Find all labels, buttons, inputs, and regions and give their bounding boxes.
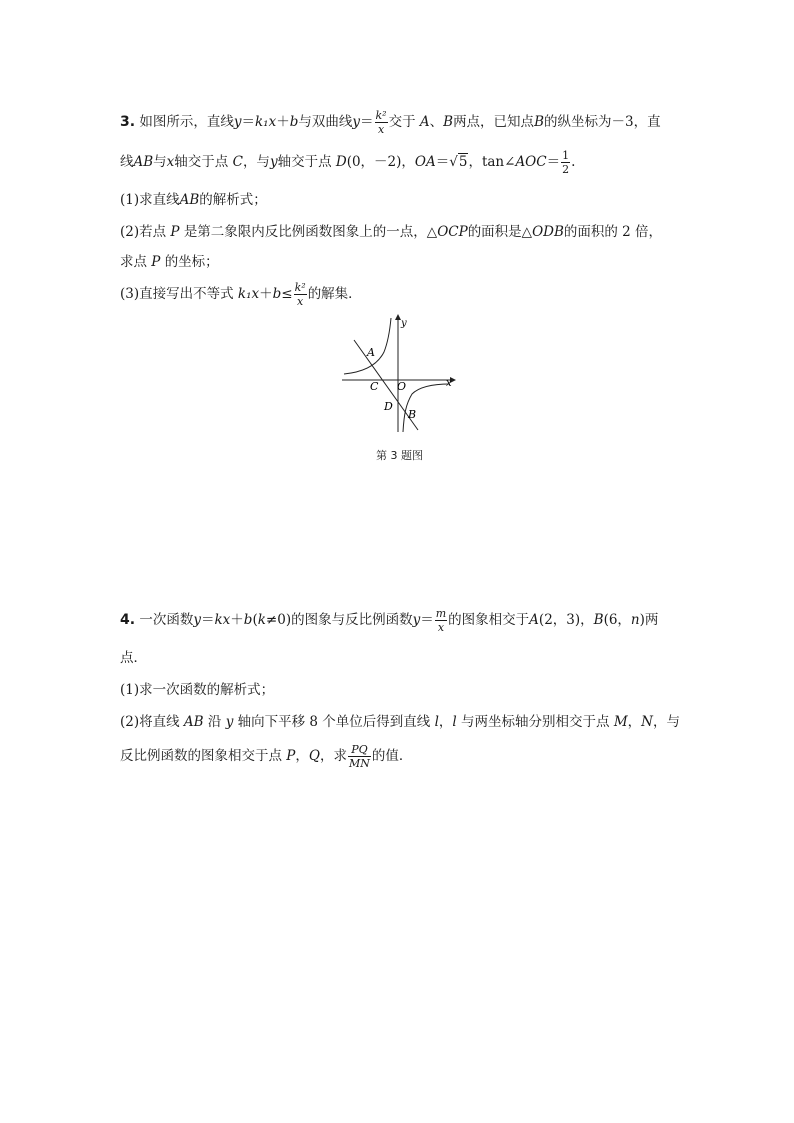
var-x: x	[166, 154, 175, 170]
numerator: m	[435, 607, 447, 620]
eq: ＝	[201, 612, 215, 628]
var-y: y	[352, 114, 361, 130]
q3-number: 3.	[120, 114, 136, 130]
q4-text: (	[252, 612, 258, 628]
q3-line-1	[120, 110, 661, 135]
q4-text: ，	[438, 714, 453, 730]
q3-text: 的解集．	[307, 286, 362, 302]
q3-text: 是第二象限内反比例函数图象上的一点，△	[183, 224, 438, 240]
q3-text: 的坐标；	[164, 254, 219, 270]
fraction-k2-over-x	[375, 110, 388, 135]
q3-text: 与	[153, 154, 167, 170]
var-y: y	[193, 612, 201, 628]
q4-text: 与两坐标轴分别相交于点	[461, 714, 610, 730]
y-axis	[395, 314, 401, 432]
q4-text: ，求	[319, 748, 347, 764]
var-P: P	[286, 748, 296, 764]
q3-text: ，与	[242, 154, 270, 170]
var-M: M	[613, 714, 628, 730]
eq: ＝	[435, 154, 450, 170]
var-OCP: OCP	[437, 224, 468, 240]
q4-text: 的图象相交于	[448, 612, 530, 628]
var-ODB: ODB	[532, 224, 564, 240]
q4-text: ，与	[652, 714, 680, 730]
eq: ＝	[241, 114, 255, 130]
q4-text: 反比例函数的图象相交于点	[120, 748, 282, 764]
var-y: y	[225, 714, 234, 730]
var-AB: AB	[133, 154, 154, 170]
var-D: D	[335, 154, 347, 170]
q3-figure	[340, 314, 460, 439]
var-b: b	[272, 286, 282, 302]
q3-text: 与双曲线	[298, 114, 353, 130]
q3-part-2	[120, 220, 662, 240]
var-P: P	[151, 254, 161, 270]
sep: 、	[429, 114, 444, 130]
q4-text: 沿	[207, 714, 222, 730]
q3-text: 的纵坐标为－3，直	[543, 114, 661, 130]
q4-text: ≠0)的图象与反比例函数	[265, 612, 413, 628]
var-b: b	[289, 114, 299, 130]
label-A: A	[367, 346, 375, 359]
q4-part-2	[120, 710, 680, 730]
var-B: B	[534, 114, 544, 130]
q3-text: 轴交于点	[174, 154, 229, 170]
var-A: A	[529, 612, 539, 628]
q3-text: 的面积的 2 倍，	[563, 224, 663, 240]
denominator: MN	[348, 757, 370, 770]
sqrt-sign: √	[449, 154, 458, 170]
label-C: C	[370, 380, 379, 393]
q3-text: (0，－2)，	[346, 154, 415, 170]
q3-line-2: 线AB与x轴交于点 C，与y轴交于点 D(0，－2)，OA＝√5，tan∠AOC＝ $\frac{1}{2}$ .	[120, 149, 576, 176]
sqrt-5: 5	[458, 154, 468, 170]
var-C: C	[232, 154, 243, 170]
q4-part-1	[120, 678, 274, 698]
q3-text: (2)若点	[120, 224, 167, 240]
var-y: y	[269, 154, 278, 170]
plus: ＋	[276, 114, 290, 130]
q4-number: 4.	[120, 612, 136, 628]
plus: ＋	[259, 286, 273, 302]
denominator: x	[377, 123, 385, 136]
var-AB: AB	[179, 192, 200, 208]
q3-part-1	[120, 188, 267, 208]
var-A: A	[419, 114, 430, 130]
q4-text: (2，3)，	[538, 612, 594, 628]
var-B: B	[593, 612, 604, 628]
q4-text: (1)求一次函数的解析式；	[120, 682, 275, 698]
q3-text: 交于	[388, 114, 416, 130]
label-D: D	[384, 400, 393, 413]
label-B: B	[408, 408, 417, 421]
var-y: y	[412, 612, 421, 628]
numerator: PQ	[348, 744, 371, 757]
var-k1x: k₁x	[237, 286, 260, 302]
q4-part-2-cont	[120, 744, 412, 769]
fraction-one-half	[561, 150, 570, 175]
var-k1x: k₁x	[255, 114, 277, 130]
var-Q: Q	[308, 748, 320, 764]
q3-part-2-cont	[120, 250, 219, 270]
var-N: N	[641, 714, 653, 730]
fraction-m-over-x	[435, 608, 447, 633]
denominator: x	[297, 295, 304, 308]
q4-text: ，	[627, 714, 642, 730]
q4-text: 点．	[120, 650, 147, 666]
var-B: B	[443, 114, 454, 130]
eq: ＝	[420, 612, 434, 628]
q4-text: )两	[639, 612, 659, 628]
q4-line-1	[120, 608, 658, 633]
leq: ≤	[281, 286, 293, 302]
q3-text: 轴交于点	[277, 154, 332, 170]
q3-text: (3)直接写出不等式	[120, 286, 234, 302]
var-n: n	[630, 612, 640, 628]
denominator: 2	[562, 163, 570, 176]
q4-line-2	[120, 646, 147, 666]
q3-text: 两点，已知点	[453, 114, 535, 130]
q4-text: (2)将直线	[120, 714, 180, 730]
q3-text: ，tan∠	[468, 154, 516, 170]
q4-text: 轴向下平移 8 个单位后得到直线	[237, 714, 431, 730]
fraction-k2-over-x	[294, 282, 307, 307]
q3-text: 求点	[120, 254, 147, 270]
numerator: 1	[562, 149, 570, 162]
numerator: k²	[294, 281, 306, 294]
q3-text: 线	[120, 154, 134, 170]
figure-caption: 第 3 题图	[376, 449, 423, 462]
q4-text: (6，	[603, 612, 631, 628]
q3-text: (1)求直线	[120, 192, 180, 208]
q4-text: 一次函数	[139, 612, 194, 628]
denominator: x	[437, 621, 445, 634]
eq: ＝	[546, 154, 561, 170]
var-AB: AB	[183, 714, 204, 730]
var-k: k	[257, 612, 266, 628]
var-AOC: AOC	[515, 154, 547, 170]
var-l: l	[434, 714, 439, 730]
q3-part-3	[120, 282, 362, 307]
q3-text: 的解析式；	[199, 192, 267, 208]
var-l: l	[452, 714, 457, 730]
var-b: b	[243, 612, 253, 628]
var-kx: kx	[214, 612, 231, 628]
label-y: y	[401, 318, 407, 329]
q3-text: 如图所示，直线	[139, 114, 234, 130]
var-OA: OA	[414, 154, 436, 170]
var-y: y	[233, 114, 242, 130]
label-O: O	[397, 380, 407, 393]
eq: ＝	[360, 114, 374, 130]
label-x: x	[446, 378, 452, 389]
q3-text: 的面积是△	[467, 224, 533, 240]
var-P: P	[170, 224, 180, 240]
q4-text: ，	[295, 748, 309, 764]
numerator: k²	[375, 109, 387, 122]
fraction-PQ-over-MN	[348, 744, 371, 769]
plus: ＋	[230, 612, 244, 628]
q4-text: 的值．	[371, 748, 413, 764]
